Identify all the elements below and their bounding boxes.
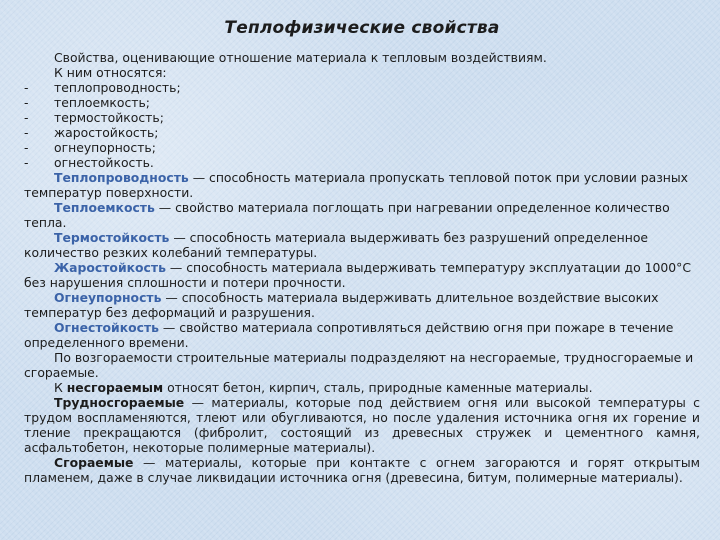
definition-heat-capacity: Теплоемкость — свойство материала поглощать при нагревании определенное количество тепла. [24,200,670,230]
combustible-paragraph: Сгораемые — материалы, которые при контакте с огнем загораются и горят открытым пламенем, даже в случае ликвидации источника огня (древесина, битум, полимерные материалы). [24,455,700,485]
definition-thermal-conductivity: Теплопроводность — способность материала пропускать тепловой поток при условии разных температур поверхности. [24,170,689,200]
list-dash: - [24,155,29,170]
definition-fire-resistance: Огнестойкость — свойство материала сопротивляться действию огня при пожаре в течение определенного времени. [24,320,674,350]
term: Огнестойкость [54,320,159,335]
definition-refractoriness: Огнеупорность — способность материала выдерживать длительное воздействие высоких температур без деформаций и разрушения. [24,290,659,320]
list-dash: - [24,95,29,110]
list-dash: - [24,80,29,95]
list-dash: - [24,110,29,125]
list-dash: - [24,125,29,140]
list-item: - термостойкость; [24,110,164,125]
term: Теплоемкость [54,200,155,215]
hardly-combustible-paragraph: Трудносгораемые — материалы, которые под действием огня или высокой температуры с трудом воспламеняются, тлеют или обугливаются, но после удаления источника огня их горение и тление прекращаются (фибролит, состоящий из древесных стружек и цементного камня, асфальтобетон, некоторые полимерные материалы). [24,395,700,455]
list-dash: - [24,140,29,155]
term: Теплопроводность [54,170,189,185]
slide-body [24,50,700,485]
list-item: - огнеупорность; [24,140,156,155]
intro-line-2: К ним относятся: [54,65,167,80]
slide-title: Теплофизические свойства [224,18,500,38]
flammability-intro: По возгораемости строительные материалы подразделяют на несгораемые, трудносгораемые и сгораемые. [24,350,694,380]
term: Термостойкость [54,230,170,245]
term: несгораемым [66,380,164,395]
definition-heat-resistance: Жаростойкость — способность материала выдерживать температуру эксплуатации до 1000°С без нарушения сплошности и потери прочности. [24,260,691,290]
property-list [24,80,700,170]
term: Трудносгораемые [54,395,185,410]
term: Сгораемые [54,455,134,470]
list-item: - теплопроводность; [24,80,181,95]
definition-thermal-shock-resistance: Термостойкость — способность материала выдерживать без разрушений определенное количество резких колебаний температуры. [24,230,649,260]
intro-line-1: Свойства, оценивающие отношение материала к тепловым воздействиям. [54,50,547,65]
term: Огнеупорность [54,290,162,305]
term: Жаростойкость [54,260,166,275]
list-item: - жаростойкость; [24,125,159,140]
list-item: - теплоемкость; [24,95,150,110]
noncombustible-paragraph: К несгораемым относят бетон, кирпич, сталь, природные каменные материалы. [54,380,593,395]
list-item: - огнестойкость. [24,155,154,170]
